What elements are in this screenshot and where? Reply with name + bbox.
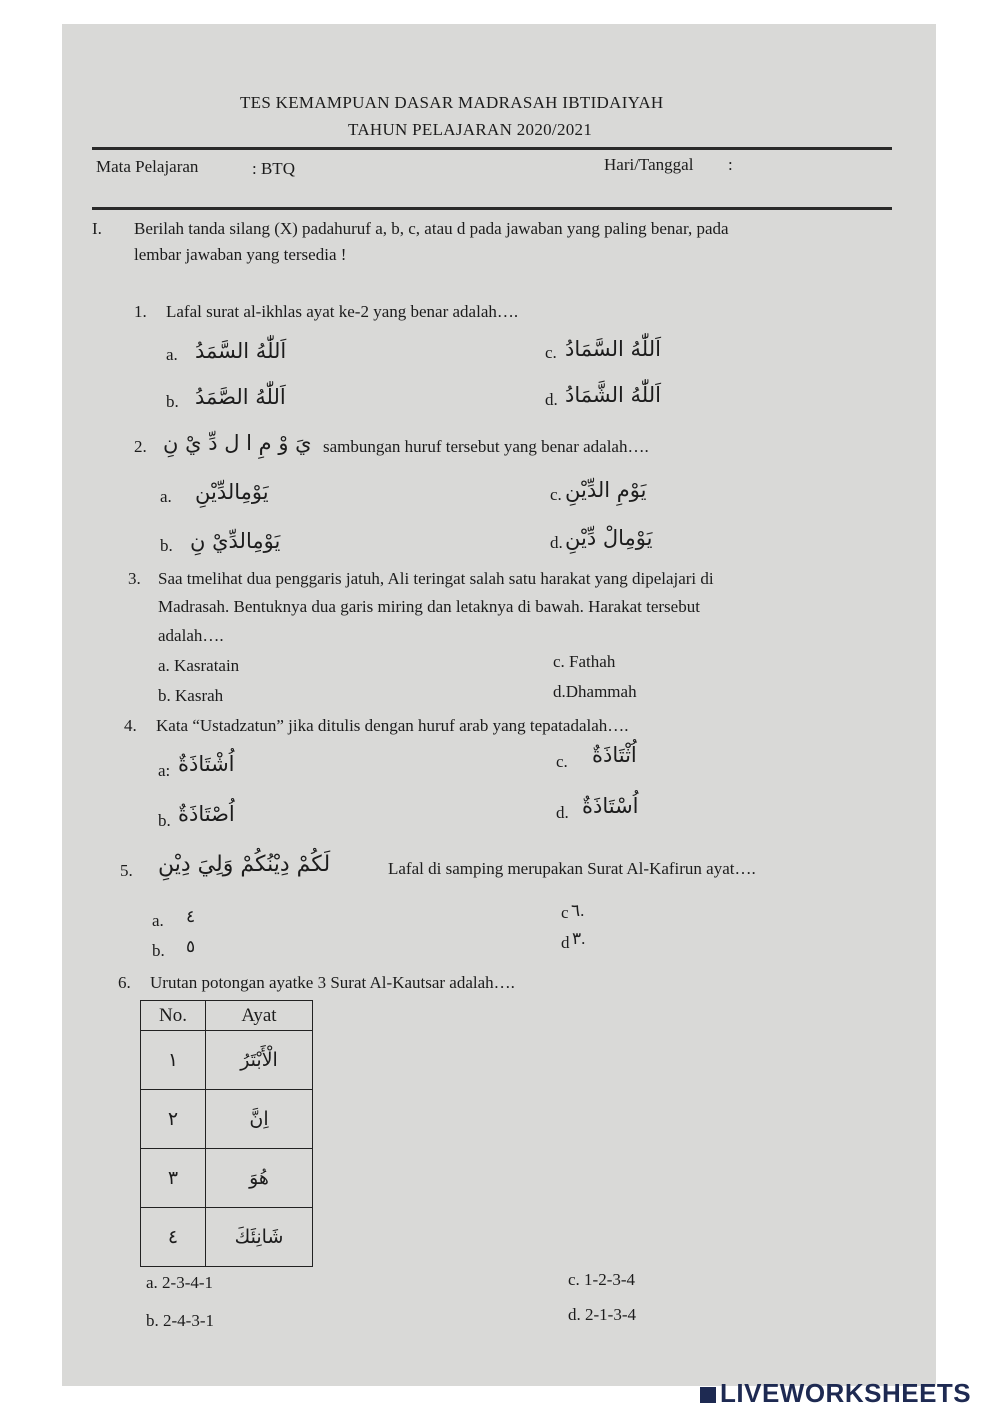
table-cell-ayat: هُوَ [206,1149,313,1208]
header-top-rule [92,147,892,150]
subject-value: : BTQ [252,159,295,178]
q5-option-c-value: ٦. [571,901,585,920]
table-cell-ayat: الْأَبْتَرُ [206,1031,313,1090]
q4-option-d-label: d. [556,803,569,822]
q1-number: 1. [134,302,147,321]
q4-option-b-arabic: اُصْتَاذَةٌ [178,802,235,826]
q4-option-c-arabic: اُثْتَاذَةٌ [592,743,637,767]
q6-option-c: c. 1-2-3-4 [568,1270,636,1289]
table-header-row [141,1001,313,1031]
q2-option-b-label: b. [160,536,173,555]
q1-option-c-label: c. [545,343,557,362]
q5-arabic-verse: لَكُمْ دِيْنُكُمْ وَلِيَ دِيْنِ [158,852,331,877]
q2-arabic-letters: يَ وْ مِ ا ل دِّ يْ نِ [163,431,312,455]
q4-option-a-label: a: [158,761,171,780]
date-value: : [728,155,733,174]
q2-text: sambungan huruf tersebut yang benar adalah…. [323,437,649,456]
table-header-no: No. [141,1001,206,1031]
q2-number: 2. [134,437,147,456]
q2-option-b-arabic: يَوْمِالدِّيْ نِ [190,529,281,553]
q3-line-1: Saa tmelihat dua penggaris jatuh, Ali teringat salah satu harakat yang dipelajari di [158,569,714,588]
q4-text: Kata “Ustadzatun” jika ditulis dengan huruf arab yang tepatadalah…. [156,716,629,735]
q5-option-c-label: c [561,903,569,922]
q5-option-d-label: d [561,933,570,952]
q2-option-d-label: d. [550,533,563,552]
exam-year: TAHUN PELAJARAN 2020/2021 [348,120,593,139]
q6-option-d: d. 2-1-3-4 [568,1305,636,1324]
q5-number: 5. [120,861,133,880]
q3-number: 3. [128,569,141,588]
q6-option-b: b. 2-4-3-1 [146,1311,214,1330]
header-bottom-rule [92,207,892,210]
q1-option-c-arabic: اَللّٰهُ السَّمَادُ [565,337,661,361]
q5-option-a-label: a. [152,911,164,930]
q1-option-d-label: d. [545,390,558,409]
q4-option-b-label: b. [158,811,171,830]
q1-option-b-arabic: اَللّٰهُ الصَّمَدُ [195,385,286,409]
q6-number: 6. [118,973,131,992]
table-row [141,1149,313,1208]
ayat-table [140,1000,313,1267]
instruction-line-1: Berilah tanda silang (X) padahuruf a, b, c, atau d pada jawaban yang paling benar, pada [134,219,729,238]
q3-option-a: a. Kasratain [158,656,240,675]
q4-option-a-arabic: اُشْتَاذَةٌ [178,752,235,776]
q6-option-a: a. 2-3-4-1 [146,1273,214,1292]
q5-option-a-value: ٤ [186,907,196,926]
table-row [141,1090,313,1149]
q3-option-b: b. Kasrah [158,686,224,705]
q4-option-c-label: c. [556,752,568,771]
table-header-ayat: Ayat [206,1001,313,1031]
q2-option-c-arabic: يَوْمِ الدِّيْنِ [565,478,647,502]
table-cell-no: ٢ [141,1090,206,1149]
q1-text: Lafal surat al-ikhlas ayat ke-2 yang benar adalah…. [166,302,519,321]
exam-title: TES KEMAMPUAN DASAR MADRASAH IBTIDAIYAH [240,93,664,112]
table-cell-ayat: اِنَّ [206,1090,313,1149]
q2-option-d-arabic: يَوْمِالْ دِّيْنِ [565,526,653,550]
q3-option-d: d.Dhammah [553,682,637,701]
table-cell-no: ١ [141,1031,206,1090]
q6-text: Urutan potongan ayatke 3 Surat Al-Kautsar adalah…. [150,973,515,992]
table-cell-no: ٤ [141,1208,206,1267]
q2-option-a-label: a. [160,487,172,506]
q5-option-d-value: ٣. [572,929,586,948]
section-number: I. [92,219,102,238]
q3-option-c: c. Fathah [553,652,616,671]
q3-line-2: Madrasah. Bentuknya dua garis miring dan letaknya di bawah. Harakat tersebut [158,597,700,616]
q2-option-a-arabic: يَوْمِالدِّيْنِ [195,480,269,504]
q1-option-a-arabic: اَللّٰهُ السَّمَدُ [195,339,287,363]
q5-option-b-label: b. [152,941,165,960]
subject-label: Mata Pelajaran [96,157,199,176]
q2-option-c-label: c. [550,485,562,504]
q4-option-d-arabic: اُسْتَاذَةٌ [582,794,639,818]
q5-text: Lafal di samping merupakan Surat Al-Kafirun ayat…. [388,859,756,878]
liveworksheets-logo-icon [700,1387,716,1403]
q1-option-b-label: b. [166,392,179,411]
table-row [141,1031,313,1090]
q3-line-3: adalah…. [158,626,224,645]
date-label: Hari/Tanggal [604,155,694,174]
instruction-line-2: lembar jawaban yang tersedia ! [134,245,347,264]
liveworksheets-watermark [700,1378,971,1409]
q1-option-a-label: a. [166,345,178,364]
q1-option-d-arabic: اَللّٰهُ الشَّمَادُ [565,383,661,407]
table-cell-ayat: شَانِئَكَ [206,1208,313,1267]
table-cell-no: ٣ [141,1149,206,1208]
table-row [141,1208,313,1267]
watermark-text: LIVEWORKSHEETS [720,1378,972,1408]
q4-number: 4. [124,716,137,735]
q5-option-b-value: ٥ [186,937,196,956]
